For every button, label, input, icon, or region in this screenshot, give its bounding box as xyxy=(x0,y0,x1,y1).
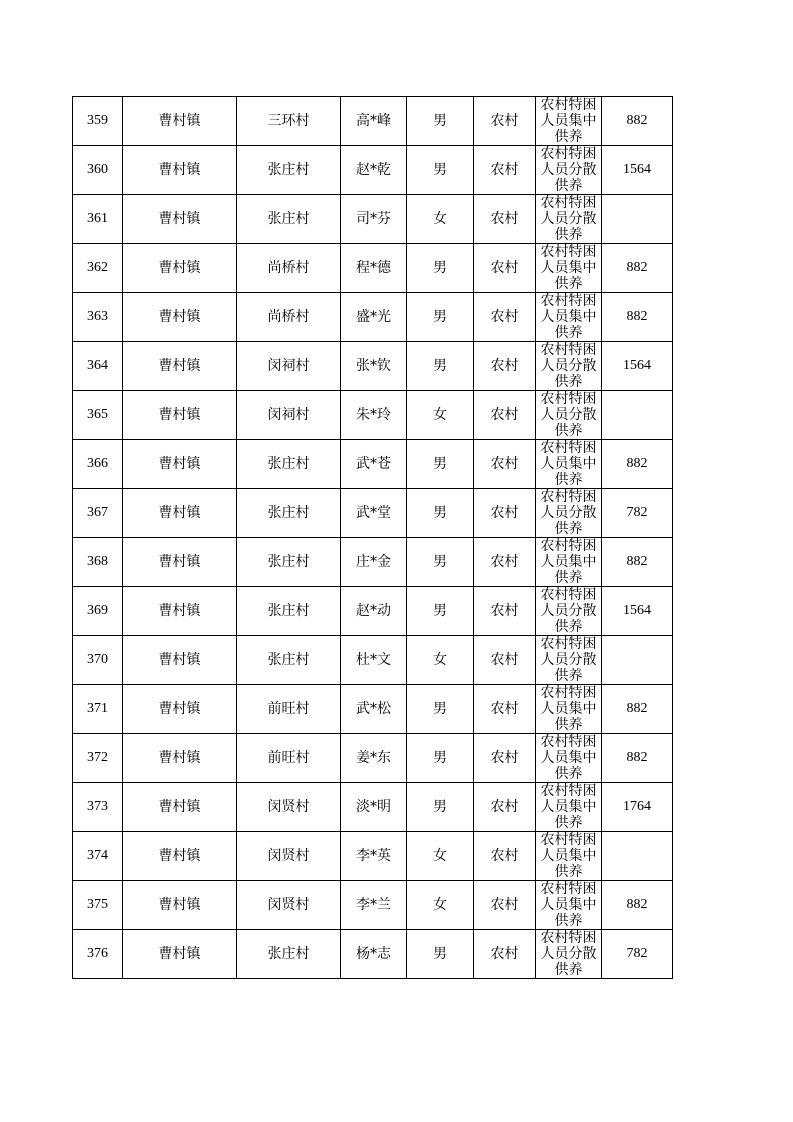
village-cell: 张庄村 xyxy=(237,146,341,195)
support-type-cell xyxy=(536,881,602,930)
area-type-cell: 农村 xyxy=(474,391,536,440)
village-cell: 张庄村 xyxy=(237,538,341,587)
table-row xyxy=(73,930,673,979)
village-cell: 前旺村 xyxy=(237,685,341,734)
table-row xyxy=(73,685,673,734)
town-cell: 曹村镇 xyxy=(123,587,237,636)
village-cell: 张庄村 xyxy=(237,489,341,538)
area-type-cell: 农村 xyxy=(474,783,536,832)
area-type-cell: 农村 xyxy=(474,832,536,881)
gender-cell: 男 xyxy=(407,489,474,538)
support-type-cell xyxy=(536,195,602,244)
gender-cell: 女 xyxy=(407,391,474,440)
table-row xyxy=(73,538,673,587)
village-cell: 前旺村 xyxy=(237,734,341,783)
table-row xyxy=(73,97,673,146)
town-cell: 曹村镇 xyxy=(123,293,237,342)
row-number: 360 xyxy=(73,146,123,195)
town-cell: 曹村镇 xyxy=(123,783,237,832)
gender-cell: 女 xyxy=(407,636,474,685)
support-type-cell xyxy=(536,440,602,489)
person-name-cell: 武*堂 xyxy=(341,489,407,538)
support-type-text: 农村特困人员分散供养 xyxy=(540,930,597,977)
amount-cell: 882 xyxy=(602,440,673,489)
support-type-text: 农村特困人员集中供养 xyxy=(540,538,597,585)
row-number: 370 xyxy=(73,636,123,685)
table-row xyxy=(73,244,673,293)
gender-cell: 男 xyxy=(407,440,474,489)
row-number: 374 xyxy=(73,832,123,881)
town-cell: 曹村镇 xyxy=(123,342,237,391)
area-type-cell: 农村 xyxy=(474,440,536,489)
area-type-cell: 农村 xyxy=(474,146,536,195)
support-type-text: 农村特困人员集中供养 xyxy=(540,440,597,487)
support-type-text: 农村特困人员分散供养 xyxy=(540,636,597,683)
person-name-cell: 杨*志 xyxy=(341,930,407,979)
village-cell: 张庄村 xyxy=(237,440,341,489)
person-name-cell: 淡*明 xyxy=(341,783,407,832)
amount-cell xyxy=(602,195,673,244)
gender-cell: 男 xyxy=(407,538,474,587)
table-row xyxy=(73,391,673,440)
support-type-text: 农村特困人员分散供养 xyxy=(540,391,597,438)
gender-cell: 男 xyxy=(407,783,474,832)
person-name-cell: 赵*乾 xyxy=(341,146,407,195)
village-cell: 张庄村 xyxy=(237,195,341,244)
support-type-text: 农村特困人员分散供养 xyxy=(540,587,597,634)
support-type-cell xyxy=(536,685,602,734)
village-cell: 闵贤村 xyxy=(237,881,341,930)
support-type-cell xyxy=(536,783,602,832)
amount-cell: 882 xyxy=(602,734,673,783)
area-type-cell: 农村 xyxy=(474,587,536,636)
support-type-text: 农村特困人员集中供养 xyxy=(540,293,597,340)
row-number: 361 xyxy=(73,195,123,244)
town-cell: 曹村镇 xyxy=(123,832,237,881)
amount-cell: 882 xyxy=(602,881,673,930)
table-row xyxy=(73,342,673,391)
support-type-cell xyxy=(536,489,602,538)
support-type-cell xyxy=(536,244,602,293)
row-number: 367 xyxy=(73,489,123,538)
person-name-cell: 武*苍 xyxy=(341,440,407,489)
gender-cell: 女 xyxy=(407,832,474,881)
gender-cell: 男 xyxy=(407,244,474,293)
person-name-cell: 张*钦 xyxy=(341,342,407,391)
town-cell: 曹村镇 xyxy=(123,489,237,538)
amount-cell: 1764 xyxy=(602,783,673,832)
support-type-cell xyxy=(536,538,602,587)
town-cell: 曹村镇 xyxy=(123,146,237,195)
area-type-cell: 农村 xyxy=(474,195,536,244)
amount-cell: 782 xyxy=(602,489,673,538)
town-cell: 曹村镇 xyxy=(123,538,237,587)
support-type-cell xyxy=(536,636,602,685)
amount-cell: 1564 xyxy=(602,342,673,391)
amount-cell xyxy=(602,636,673,685)
row-number: 375 xyxy=(73,881,123,930)
table-body xyxy=(73,97,673,979)
town-cell: 曹村镇 xyxy=(123,881,237,930)
amount-cell: 882 xyxy=(602,685,673,734)
table-row xyxy=(73,881,673,930)
person-name-cell: 赵*动 xyxy=(341,587,407,636)
row-number: 366 xyxy=(73,440,123,489)
amount-cell: 782 xyxy=(602,930,673,979)
table-row xyxy=(73,440,673,489)
area-type-cell: 农村 xyxy=(474,97,536,146)
person-name-cell: 庄*金 xyxy=(341,538,407,587)
amount-cell: 1564 xyxy=(602,146,673,195)
person-name-cell: 程*德 xyxy=(341,244,407,293)
village-cell: 尚桥村 xyxy=(237,244,341,293)
support-type-cell xyxy=(536,734,602,783)
table-row xyxy=(73,783,673,832)
amount-cell: 882 xyxy=(602,538,673,587)
area-type-cell: 农村 xyxy=(474,293,536,342)
support-type-cell xyxy=(536,391,602,440)
amount-cell: 882 xyxy=(602,244,673,293)
gender-cell: 女 xyxy=(407,881,474,930)
amount-cell: 1564 xyxy=(602,587,673,636)
village-cell: 张庄村 xyxy=(237,587,341,636)
person-name-cell: 李*英 xyxy=(341,832,407,881)
amount-cell xyxy=(602,391,673,440)
support-type-text: 农村特困人员分散供养 xyxy=(540,342,597,389)
person-name-cell: 高*峰 xyxy=(341,97,407,146)
table-row xyxy=(73,636,673,685)
gender-cell: 男 xyxy=(407,97,474,146)
support-type-cell xyxy=(536,146,602,195)
village-cell: 闵贤村 xyxy=(237,832,341,881)
row-number: 373 xyxy=(73,783,123,832)
area-type-cell: 农村 xyxy=(474,489,536,538)
amount-cell: 882 xyxy=(602,293,673,342)
row-number: 372 xyxy=(73,734,123,783)
support-type-cell xyxy=(536,930,602,979)
row-number: 371 xyxy=(73,685,123,734)
town-cell: 曹村镇 xyxy=(123,636,237,685)
area-type-cell: 农村 xyxy=(474,636,536,685)
support-type-text: 农村特困人员集中供养 xyxy=(540,881,597,928)
gender-cell: 男 xyxy=(407,342,474,391)
area-type-cell: 农村 xyxy=(474,244,536,293)
support-type-text: 农村特困人员分散供养 xyxy=(540,195,597,242)
town-cell: 曹村镇 xyxy=(123,440,237,489)
town-cell: 曹村镇 xyxy=(123,97,237,146)
person-name-cell: 朱*玲 xyxy=(341,391,407,440)
town-cell: 曹村镇 xyxy=(123,930,237,979)
row-number: 364 xyxy=(73,342,123,391)
amount-cell xyxy=(602,832,673,881)
person-name-cell: 武*松 xyxy=(341,685,407,734)
village-cell: 三环村 xyxy=(237,97,341,146)
amount-cell: 882 xyxy=(602,97,673,146)
area-type-cell: 农村 xyxy=(474,930,536,979)
town-cell: 曹村镇 xyxy=(123,734,237,783)
support-type-text: 农村特困人员集中供养 xyxy=(540,783,597,830)
gender-cell: 男 xyxy=(407,587,474,636)
village-cell: 张庄村 xyxy=(237,930,341,979)
gender-cell: 女 xyxy=(407,195,474,244)
village-cell: 闵祠村 xyxy=(237,391,341,440)
town-cell: 曹村镇 xyxy=(123,244,237,293)
village-cell: 张庄村 xyxy=(237,636,341,685)
table-row xyxy=(73,146,673,195)
row-number: 362 xyxy=(73,244,123,293)
row-number: 359 xyxy=(73,97,123,146)
area-type-cell: 农村 xyxy=(474,538,536,587)
gender-cell: 男 xyxy=(407,293,474,342)
table-row xyxy=(73,587,673,636)
row-number: 369 xyxy=(73,587,123,636)
gender-cell: 男 xyxy=(407,930,474,979)
town-cell: 曹村镇 xyxy=(123,195,237,244)
row-number: 368 xyxy=(73,538,123,587)
area-type-cell: 农村 xyxy=(474,734,536,783)
table-row xyxy=(73,734,673,783)
support-type-cell xyxy=(536,97,602,146)
village-cell: 闵祠村 xyxy=(237,342,341,391)
support-type-text: 农村特困人员集中供养 xyxy=(540,832,597,879)
support-type-text: 农村特困人员集中供养 xyxy=(540,734,597,781)
support-type-text: 农村特困人员集中供养 xyxy=(540,244,597,291)
gender-cell: 男 xyxy=(407,734,474,783)
area-type-cell: 农村 xyxy=(474,685,536,734)
recipient-table xyxy=(72,96,673,979)
person-name-cell: 李*兰 xyxy=(341,881,407,930)
support-type-cell xyxy=(536,832,602,881)
table-row xyxy=(73,195,673,244)
support-type-text: 农村特困人员集中供养 xyxy=(540,97,597,144)
support-type-cell xyxy=(536,293,602,342)
support-type-text: 农村特困人员集中供养 xyxy=(540,685,597,732)
support-type-text: 农村特困人员分散供养 xyxy=(540,146,597,193)
table-row xyxy=(73,832,673,881)
support-type-cell xyxy=(536,587,602,636)
person-name-cell: 盛*光 xyxy=(341,293,407,342)
person-name-cell: 姜*东 xyxy=(341,734,407,783)
person-name-cell: 杜*文 xyxy=(341,636,407,685)
row-number: 376 xyxy=(73,930,123,979)
gender-cell: 男 xyxy=(407,146,474,195)
row-number: 365 xyxy=(73,391,123,440)
support-type-cell xyxy=(536,342,602,391)
area-type-cell: 农村 xyxy=(474,342,536,391)
village-cell: 尚桥村 xyxy=(237,293,341,342)
row-number: 363 xyxy=(73,293,123,342)
support-type-text: 农村特困人员分散供养 xyxy=(540,489,597,536)
village-cell: 闵贤村 xyxy=(237,783,341,832)
table-row xyxy=(73,293,673,342)
person-name-cell: 司*芬 xyxy=(341,195,407,244)
gender-cell: 男 xyxy=(407,685,474,734)
town-cell: 曹村镇 xyxy=(123,685,237,734)
table-row xyxy=(73,489,673,538)
area-type-cell: 农村 xyxy=(474,881,536,930)
town-cell: 曹村镇 xyxy=(123,391,237,440)
